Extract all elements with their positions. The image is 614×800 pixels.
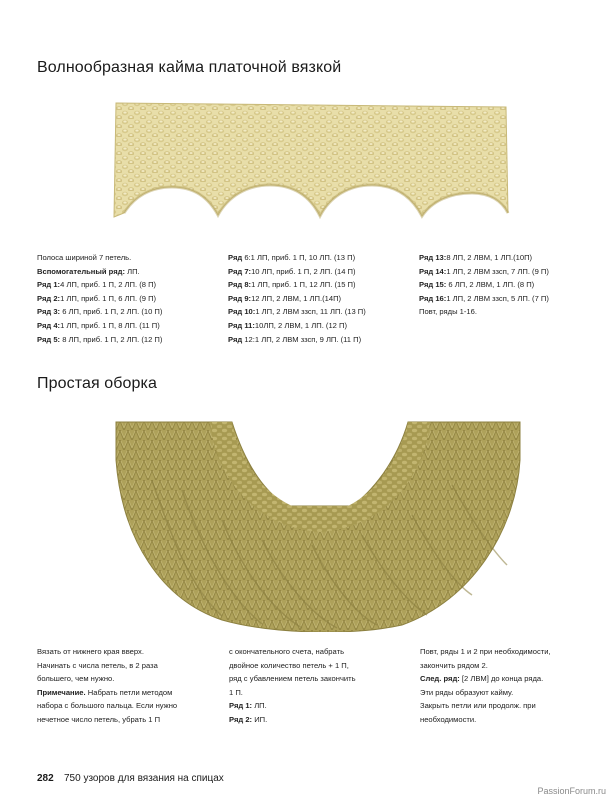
instruction-line: Примечание. Набрать петли методом bbox=[37, 687, 173, 697]
instruction-line: Ряд 5: 8 ЛП, приб. 1 П, 2 ЛП. (12 П) bbox=[37, 334, 163, 344]
instruction-line: с окончательного счета, набрать bbox=[229, 647, 345, 656]
instruction-line: Ряд 15: 6 ЛП, 2 ЛВМ, 1 ЛП. (8 П) bbox=[419, 280, 535, 290]
ruffle-instructions-col2 bbox=[229, 645, 356, 727]
instruction-line: Ряд 4:1 ЛП, приб. 1 П, 8 ЛП. (11 П) bbox=[37, 320, 160, 330]
ruffle-instructions-col1 bbox=[37, 645, 177, 727]
instruction-line: Ряд 16:1 ЛП, 2 ЛВМ ззсп, 5 ЛП. (7 П) bbox=[419, 293, 549, 303]
instruction-line: необходимости. bbox=[420, 714, 477, 724]
wave-instructions-col3 bbox=[419, 251, 549, 319]
instruction-line: Вязать от нижнего края вверх. bbox=[37, 647, 144, 656]
instruction-line: Ряд 13:8 ЛП, 2 ЛВМ, 1 ЛП.(10П) bbox=[419, 253, 533, 262]
instruction-line: Ряд 1:4 ЛП, приб. 1 П, 2 ЛП. (8 П) bbox=[37, 280, 157, 290]
instruction-line: Повт, ряды 1-16. bbox=[419, 307, 477, 317]
ruffle-instructions-col3 bbox=[420, 645, 551, 727]
instruction-line: Ряд 14:1 ЛП, 2 ЛВМ ззсп, 7 ЛП. (9 П) bbox=[419, 266, 549, 276]
instruction-line: Ряд 2: ИП. bbox=[229, 714, 268, 724]
instruction-line: Закрыть петли или продолж. при bbox=[420, 701, 536, 711]
watermark: PassionForum.ru bbox=[537, 786, 606, 796]
wave-border-photo bbox=[110, 101, 510, 228]
ruffle-photo bbox=[112, 420, 522, 632]
instruction-line: Повт, ряды 1 и 2 при необходимости, bbox=[420, 647, 551, 656]
instruction-line: След. ряд: [2 ЛВМ] до конца ряда. bbox=[420, 674, 544, 684]
instruction-line: Ряд 12:1 ЛП, 2 ЛВМ ззсп, 9 ЛП. (11 П) bbox=[228, 334, 362, 344]
book-title: 750 узоров для вязания на спицах bbox=[64, 773, 224, 784]
instruction-line: Эти ряды образуют кайму. bbox=[420, 687, 514, 697]
instruction-line: большего, чем нужно. bbox=[37, 674, 115, 684]
instruction-line: двойное количество петель + 1 П, bbox=[229, 660, 349, 670]
section-title-wave-border: Волнообразная кайма платочной вязкой bbox=[37, 59, 342, 76]
wave-instructions-col1 bbox=[37, 251, 162, 346]
instruction-line: ряд с убавлением петель закончить bbox=[229, 674, 356, 684]
instruction-line: Ряд 3: 6 ЛП, приб. 1 П, 2 ЛП. (10 П) bbox=[37, 307, 163, 317]
instruction-line: Ряд 9:12 ЛП, 2 ЛВМ, 1 ЛП.(14П) bbox=[228, 293, 342, 303]
instruction-line: нечетное число петель, убрать 1 П bbox=[37, 714, 161, 724]
instruction-line: Ряд 10:1 ЛП, 2 ЛВМ ззсп, 11 ЛП. (13 П) bbox=[228, 307, 366, 317]
instruction-line: Ряд 8:1 ЛП, приб. 1 П, 12 ЛП. (15 П) bbox=[228, 280, 356, 290]
instruction-line: Ряд 2:1 ЛП, приб. 1 П, 6 ЛП. (9 П) bbox=[37, 293, 157, 303]
instruction-line: 1 П. bbox=[229, 687, 243, 697]
wave-instructions-col2 bbox=[228, 251, 366, 346]
instruction-line: закончить рядом 2. bbox=[420, 660, 488, 670]
page-number: 282 bbox=[37, 773, 54, 784]
instruction-line: Ряд 6:1 ЛП, приб. 1 П, 10 ЛП. (13 П) bbox=[228, 253, 356, 262]
instruction-line: Ряд 1: ЛП. bbox=[229, 701, 267, 711]
instruction-line: набора с большого пальца. Если нужно bbox=[37, 701, 178, 711]
instruction-line: Ряд 11:10ЛП, 2 ЛВМ, 1 ЛП. (12 П) bbox=[228, 320, 347, 330]
instruction-line: Вспомогательный ряд: ЛП. bbox=[37, 266, 140, 276]
section-title-simple-ruffle: Простая оборка bbox=[37, 375, 157, 392]
instruction-line: Полоса шириной 7 петель. bbox=[37, 253, 132, 262]
instruction-line: Начинать с числа петель, в 2 раза bbox=[37, 660, 158, 670]
instruction-line: Ряд 7:10 ЛП, приб. 1 П, 2 ЛП. (14 П) bbox=[228, 266, 356, 276]
